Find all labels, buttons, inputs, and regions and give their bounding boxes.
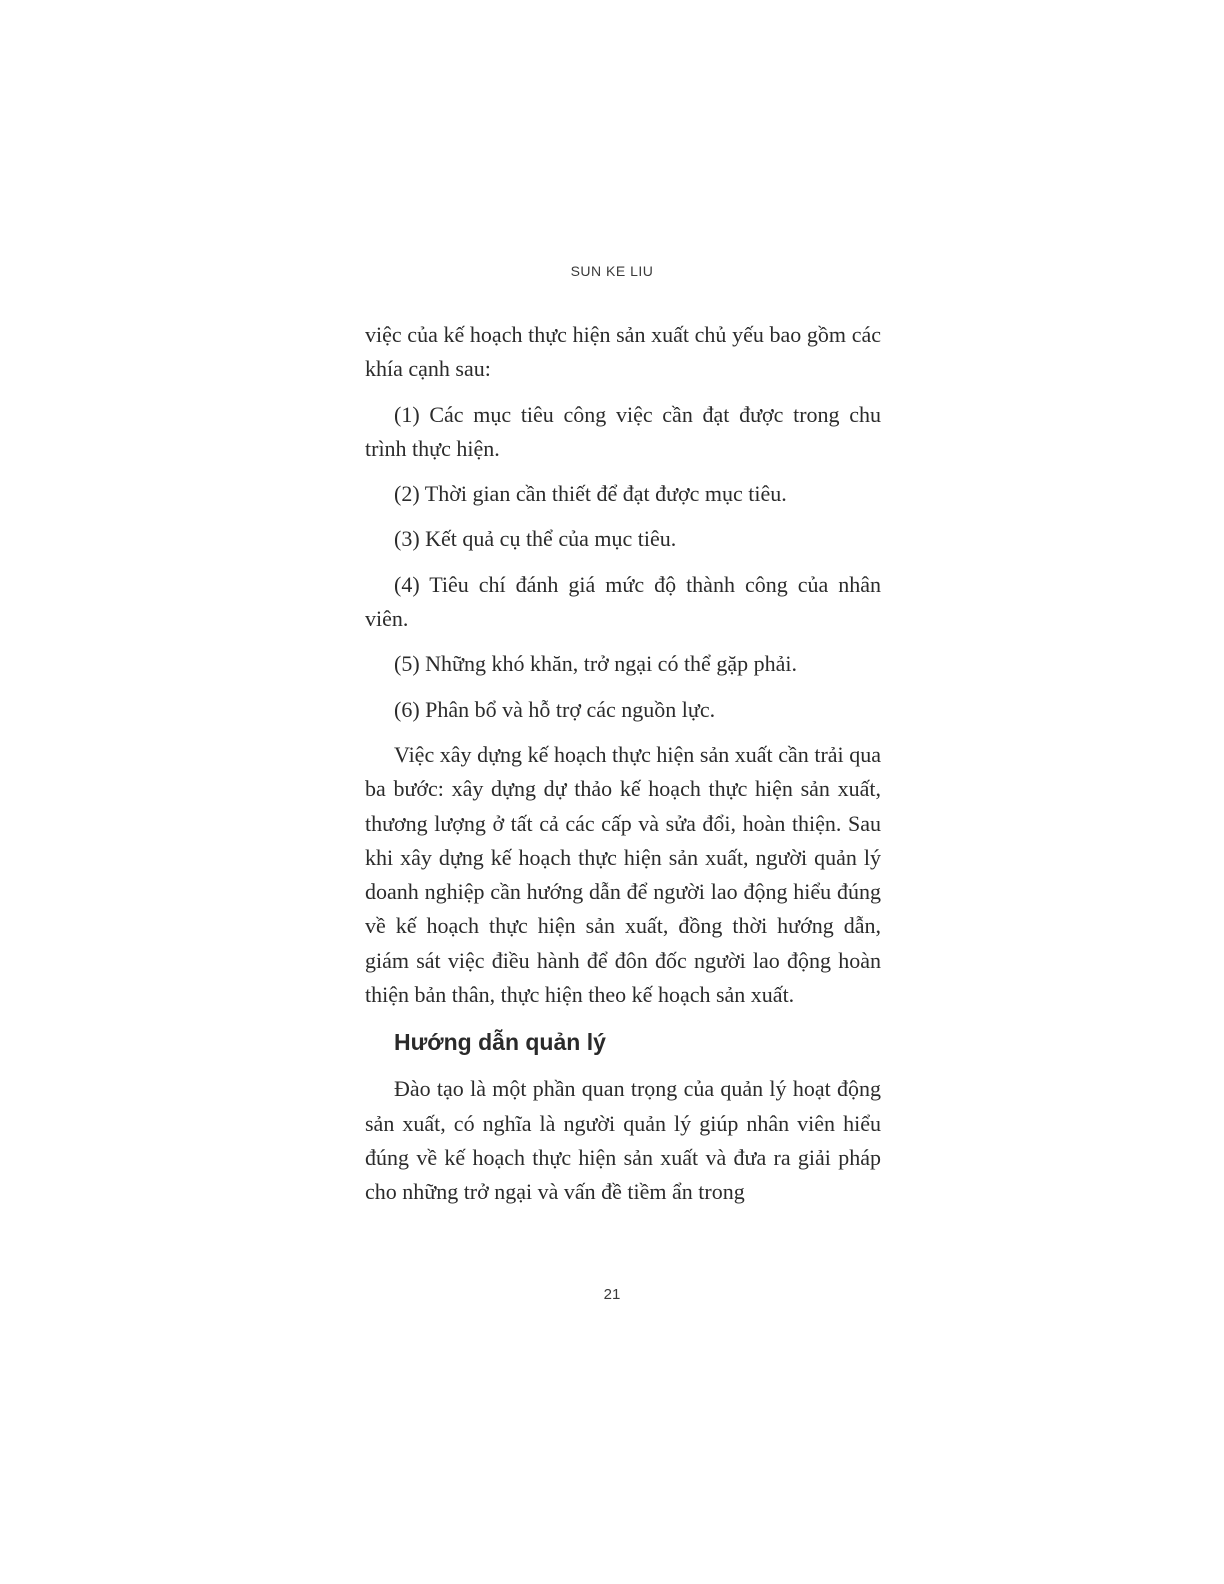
section-heading: Hướng dẫn quản lý — [394, 1029, 606, 1056]
body-paragraph: Việc xây dựng kế hoạch thực hiện sản xuất cần trải qua ba bước: xây dựng dự thảo kế hoạch thực hiện sản xuất, thương lượng ở tất cả các cấp và sửa đổi, hoàn thiện. Sau khi xây dựng kế hoạch thực hiện sản xuất, người quản lý doanh nghiệp cần hướng dẫn để người lao động hiểu đúng về kế hoạch thực hiện sản xuất, đồng thời hướng dẫn, giám sát việc điều hành để đôn đốc người lao động hoàn thiện bản thân, thực hiện theo kế hoạch sản xuất. — [365, 741, 881, 1008]
list-item: (1) Các mục tiêu công việc cần đạt được trong chu trình thực hiện. — [365, 401, 881, 461]
body-paragraph: Đào tạo là một phần quan trọng của quản lý hoạt động sản xuất, có nghĩa là người quản lý giúp nhân viên hiểu đúng về kế hoạch thực hiện sản xuất và đưa ra giải pháp cho những trở ngại và vấn đề tiềm ẩn trong — [365, 1076, 881, 1205]
page-body — [365, 318, 881, 1221]
list-item: (5) Những khó khăn, trở ngại có thể gặp phải. — [394, 651, 797, 677]
list-item: (6) Phân bổ và hỗ trợ các nguồn lực. — [394, 696, 716, 722]
list-item: (3) Kết quả cụ thể của mục tiêu. — [394, 526, 677, 552]
intro-paragraph: việc của kế hoạch thực hiện sản xuất chủ yếu bao gồm các khía cạnh sau: — [365, 322, 881, 382]
list-item: (4) Tiêu chí đánh giá mức độ thành công của nhân viên. — [365, 571, 881, 632]
list-item: (2) Thời gian cần thiết để đạt được mục tiêu. — [394, 481, 787, 507]
running-head: SUN KE LIU — [570, 263, 654, 279]
page-number: 21 — [603, 1286, 621, 1303]
